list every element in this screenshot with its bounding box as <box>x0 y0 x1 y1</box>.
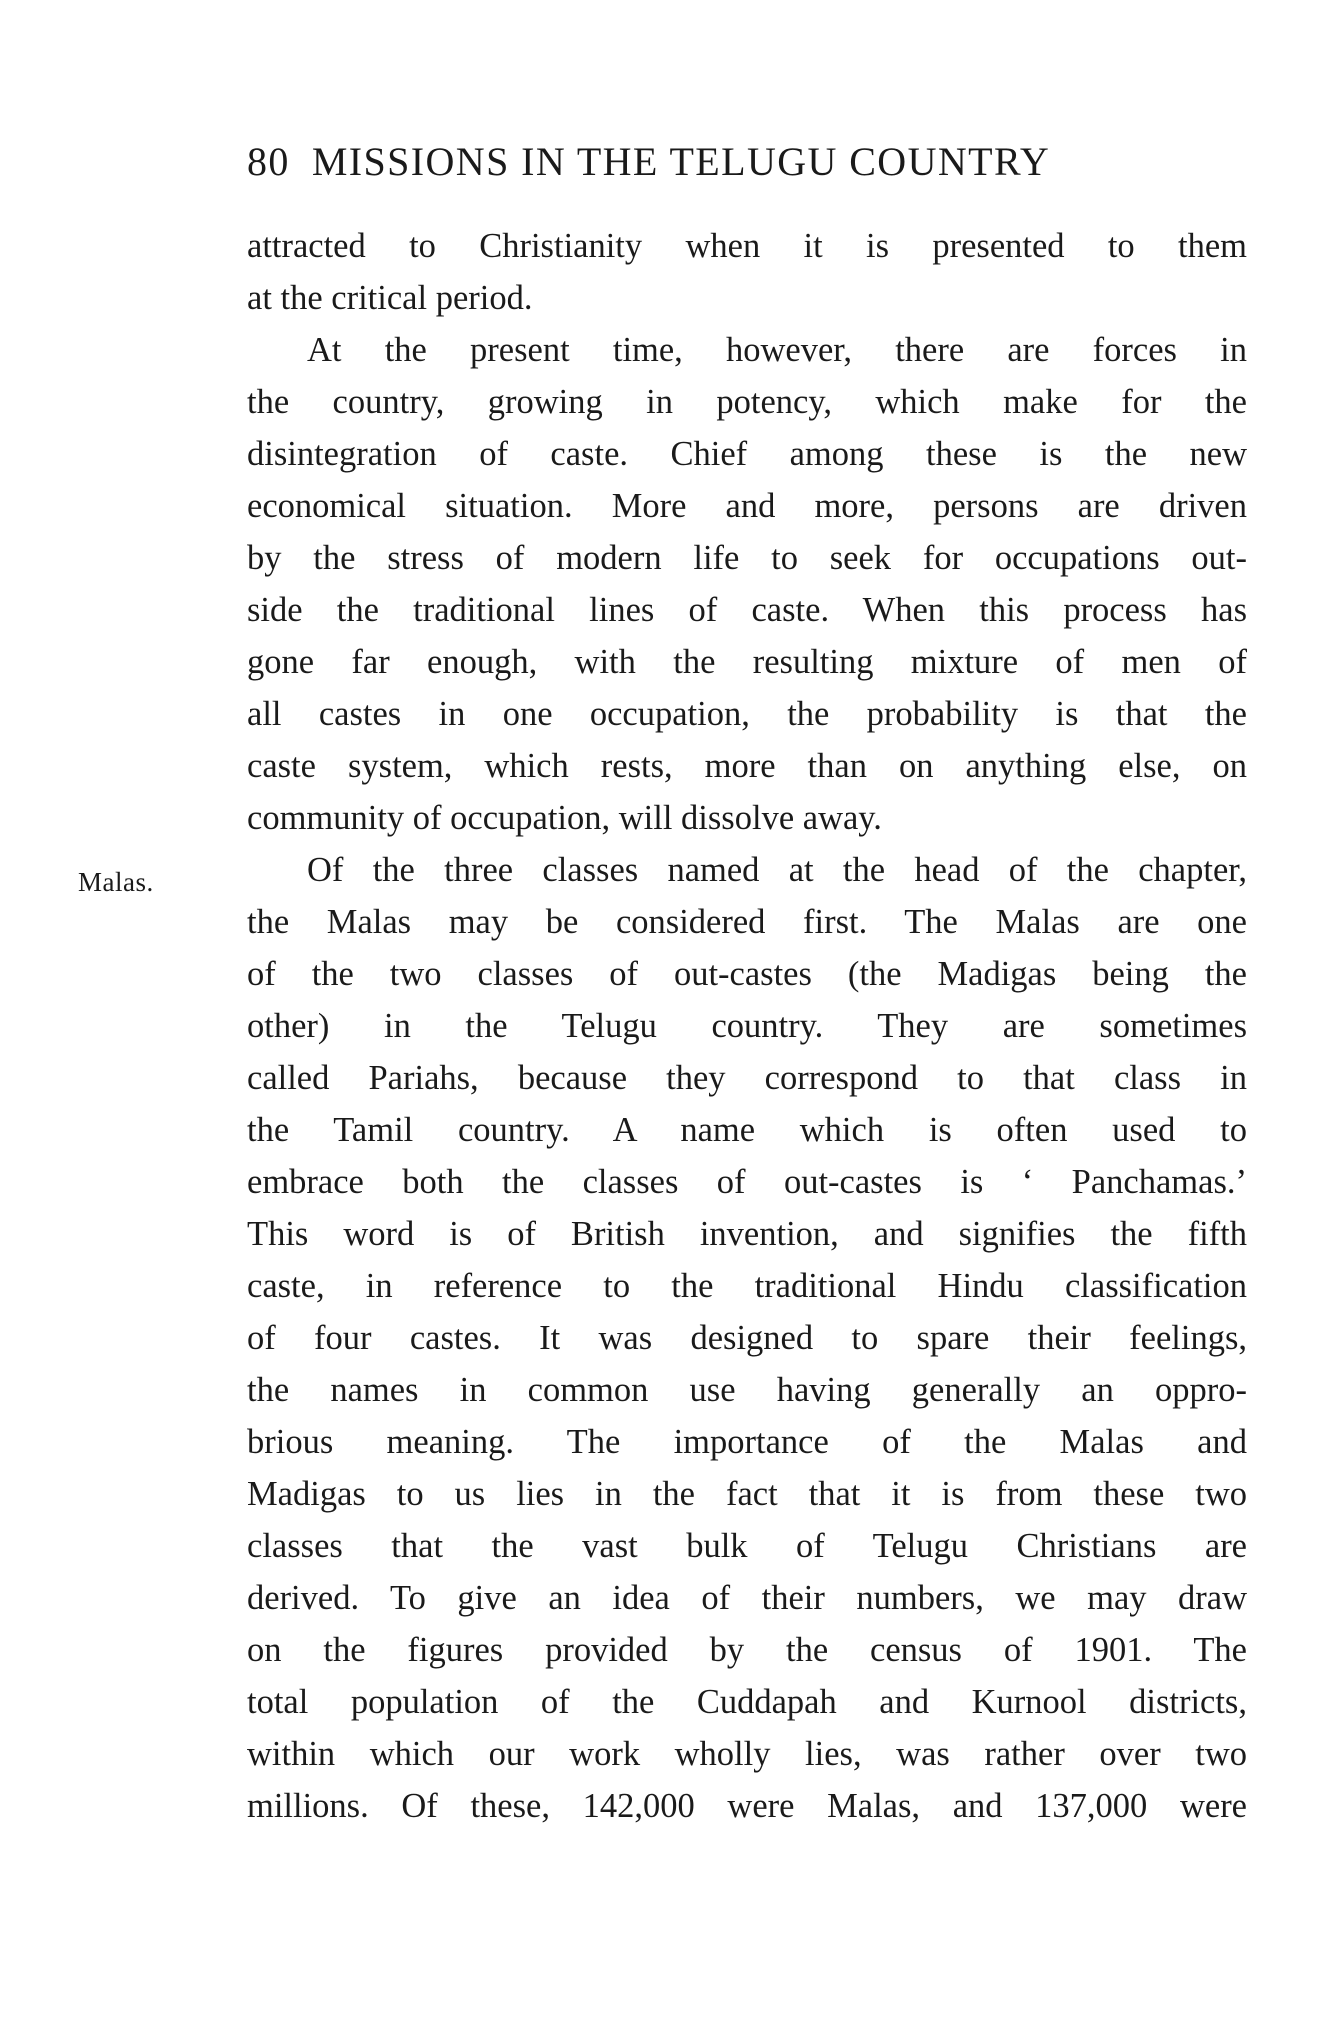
text-line: brious meaning. The importance of the Malas and <box>247 1423 1247 1461</box>
text-line: side the traditional lines of caste. When this process has <box>247 591 1247 629</box>
text-line: This word is of British invention, and signifies the fifth <box>247 1215 1247 1253</box>
text-line: all castes in one occupation, the probability is that the <box>247 695 1247 733</box>
text-line: economical situation. More and more, persons are driven <box>247 487 1247 525</box>
text-line: embrace both the classes of out-castes is ‘ Panchamas.’ <box>247 1163 1247 1201</box>
text-line: the Tamil country. A name which is often used to <box>247 1111 1247 1149</box>
margin-note: Malas. <box>78 867 154 897</box>
text-line: total population of the Cuddapah and Kurnool districts, <box>247 1683 1247 1721</box>
page-number: 80 <box>247 139 290 184</box>
text-line: community of occupation, will dissolve away. <box>247 799 882 837</box>
text-line: caste, in reference to the traditional Hindu classification <box>247 1267 1247 1305</box>
text-line: of four castes. It was designed to spare their feelings, <box>247 1319 1247 1357</box>
text-line: other) in the Telugu country. They are sometimes <box>247 1007 1247 1045</box>
text-line: of the two classes of out-castes (the Madigas being the <box>247 955 1247 993</box>
text-line: the Malas may be considered first. The Malas are one <box>247 903 1247 941</box>
text-line: At the present time, however, there are forces in <box>307 331 1247 369</box>
text-line: within which our work wholly lies, was rather over two <box>247 1735 1247 1773</box>
text-line: the country, growing in potency, which make for the <box>247 383 1247 421</box>
text-line: at the critical period. <box>247 279 533 317</box>
text-line: attracted to Christianity when it is presented to them <box>247 227 1247 265</box>
text-line: called Pariahs, because they correspond to that class in <box>247 1059 1247 1097</box>
text-line: disintegration of caste. Chief among these is the new <box>247 435 1247 473</box>
text-line: classes that the vast bulk of Telugu Christians are <box>247 1527 1247 1565</box>
text-line: derived. To give an idea of their numbers, we may draw <box>247 1579 1247 1617</box>
running-title: MISSIONS IN THE TELUGU COUNTRY <box>311 139 1051 184</box>
text-line: millions. Of these, 142,000 were Malas, and 137,000 were <box>247 1787 1247 1825</box>
running-head <box>247 138 1147 186</box>
text-line: on the figures provided by the census of 1901. The <box>247 1631 1247 1669</box>
text-line: Of the three classes named at the head of the chapter, <box>307 851 1247 889</box>
body-text <box>247 220 1247 1832</box>
text-line: Madigas to us lies in the fact that it is from these two <box>247 1475 1247 1513</box>
text-line: by the stress of modern life to seek for occupations out- <box>247 539 1247 577</box>
text-line: caste system, which rests, more than on anything else, on <box>247 747 1247 785</box>
text-line: the names in common use having generally an oppro- <box>247 1371 1247 1409</box>
text-line: gone far enough, with the resulting mixture of men of <box>247 643 1247 681</box>
